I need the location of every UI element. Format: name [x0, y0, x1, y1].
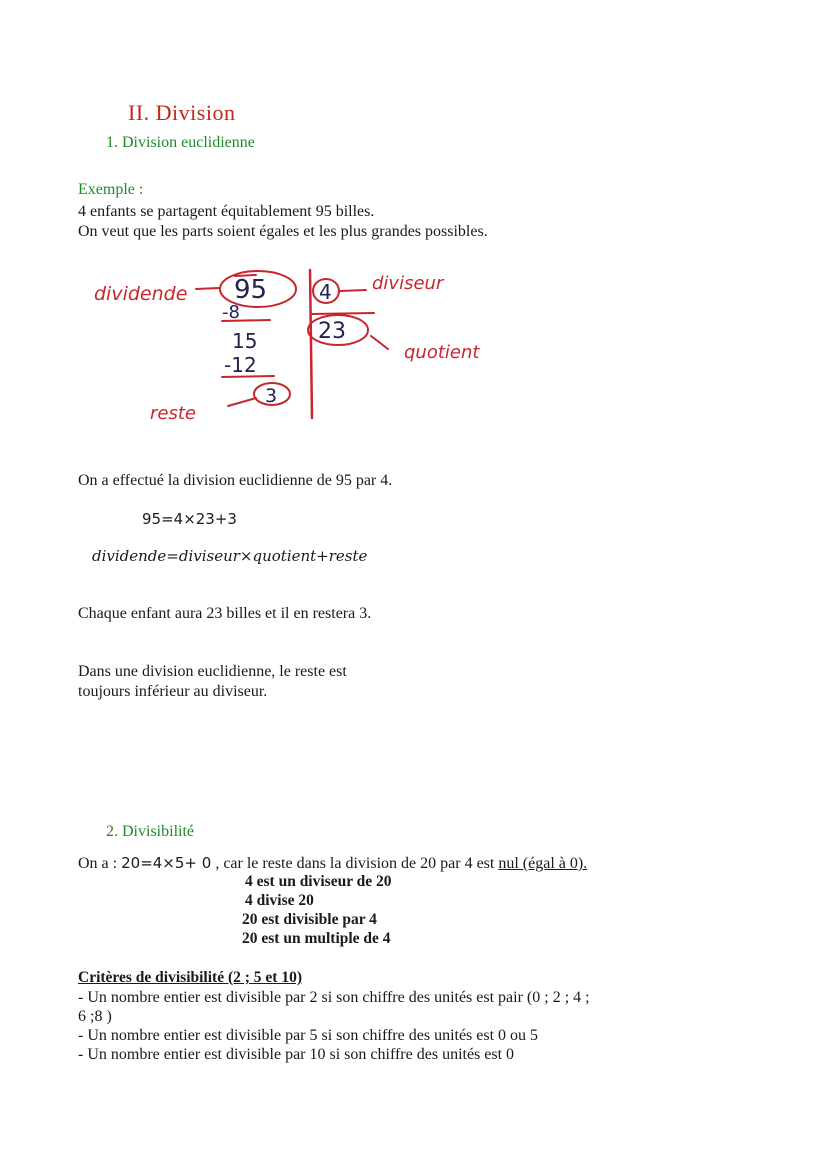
partial-15: 15 [232, 329, 258, 353]
intro-middle: , car le reste dans la division de 20 par 4 est [211, 855, 499, 872]
dividende-arrow-line [196, 288, 219, 289]
statement-2: 4 divise 20 [245, 892, 314, 909]
division-equation: 95=4×23+3 [142, 510, 237, 528]
minus-12: -12 [224, 353, 257, 377]
division-vertical-bar [310, 270, 312, 418]
criteria-line-1: - Un nombre entier est divisible par 2 si son chiffre des unités est pair (0 ; 2 ; 4 ; [78, 989, 590, 1006]
section-1-title: 1. Division euclidienne [106, 134, 255, 151]
divisibility-intro [78, 853, 587, 874]
label-quotient: quotient [404, 342, 480, 363]
criteria-line-2: 6 ;8 ) [78, 1008, 112, 1025]
remainder-value: 3 [265, 385, 278, 407]
rule-line-1: Dans une division euclidienne, le reste est [78, 663, 347, 680]
minus-8: -8 [222, 302, 240, 323]
label-diviseur: diviseur [372, 273, 444, 294]
dividend-value: 95 [234, 275, 268, 305]
reste-arrow-line [228, 398, 256, 406]
divisor-value: 4 [319, 280, 332, 304]
handwritten-division-figure [88, 256, 508, 428]
page-title: II. Division [128, 100, 236, 125]
label-dividende: dividende [94, 283, 188, 305]
intro-underlined: nul (égal à 0). [498, 855, 588, 872]
quotient-arrow-line [371, 336, 388, 349]
example-label: Exemple : [78, 181, 144, 198]
quotient-value: 23 [318, 319, 346, 344]
criteria-line-3: - Un nombre entier est divisible par 5 si son chiffre des unités est 0 ou 5 [78, 1027, 539, 1044]
example-line-1: 4 enfants se partagent équitablement 95 billes. [78, 203, 375, 220]
rule-line-2: toujours inférieur au diviseur. [78, 683, 268, 700]
label-reste: reste [150, 403, 196, 424]
explanation-line: On a effectué la division euclidienne de 95 par 4. [78, 472, 393, 489]
criteria-line-4: - Un nombre entier est divisible par 10 si son chiffre des unités est 0 [78, 1046, 515, 1063]
statement-4: 20 est un multiple de 4 [242, 930, 391, 947]
conclusion-line: Chaque enfant aura 23 billes et il en restera 3. [78, 605, 372, 622]
statement-3: 20 est divisible par 4 [242, 911, 377, 928]
example-line-2: On veut que les parts soient égales et les plus grandes possibles. [78, 223, 488, 240]
intro-equation: 20=4×5+ 0 [121, 854, 212, 872]
diviseur-arrow-line [340, 290, 366, 291]
section-2-title: 2. Divisibilité [106, 823, 194, 840]
intro-prefix: On a : [78, 855, 122, 872]
criteria-title: Critères de divisibilité (2 ; 5 et 10) [78, 969, 302, 986]
statement-1: 4 est un diviseur de 20 [245, 873, 392, 890]
division-formula: dividende=diviseur×quotient+reste [92, 547, 368, 565]
division-horizontal-bar [312, 313, 374, 314]
